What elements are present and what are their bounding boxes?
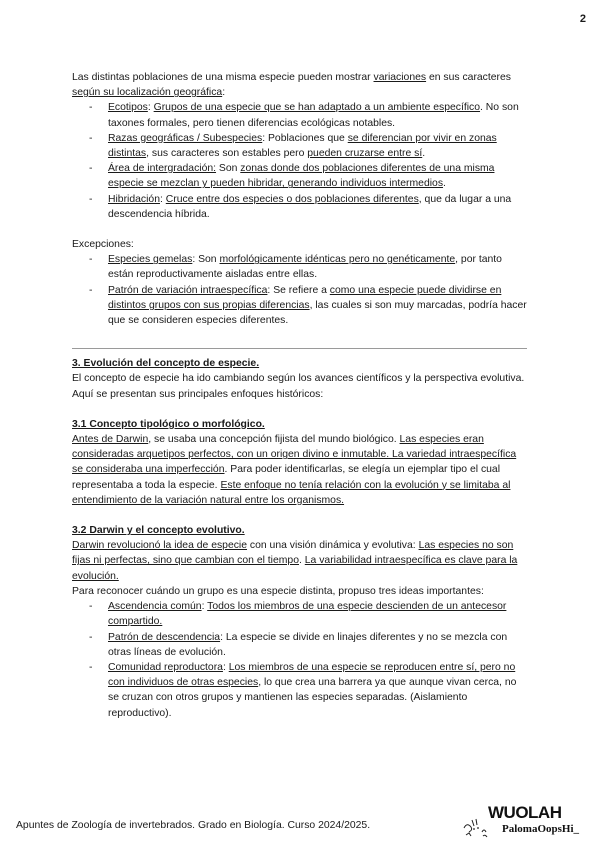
- page-number: 2: [579, 13, 586, 25]
- list-item: - Hibridación: Cruce entre dos especies o dos poblaciones diferentes, que da lugar a una descendencia híbrida.: [89, 192, 527, 222]
- section-3-heading: 3. Evolución del concepto de especie.: [72, 358, 260, 370]
- section-3-2-heading: 3.2 Darwin y el concepto evolutivo.: [72, 525, 245, 537]
- section-3-text: El concepto de especie ha ido cambiando según los avances científicos y la perspectiva evolutiva. Aquí se presentan sus principales enfoques históricos:: [72, 373, 525, 400]
- list-item: - Ecotipos: Grupos de una especie que se han adaptado a un ambiente específico. No son taxones formales, pero tienen diferencias ecológicas notables.: [89, 100, 527, 130]
- section-3-2-text-2: Para reconocer cuándo un grupo es una especie distinta, propuso tres ideas importantes:: [72, 585, 484, 597]
- section-3-2-text: Darwin revolucionó la idea de especie con una visión dinámica y evolutiva: Las especies no son fijas ni perfectas, sino que cambian con el tiempo. La variabilidad intraespecífica es clave para la evolución.: [72, 540, 518, 582]
- intro-paragraph: Las distintas poblaciones de una misma especie pueden mostrar variaciones en sus caracteres según su localización geográfica:: [72, 72, 511, 99]
- exceptions-list: [72, 252, 527, 328]
- list-item: - Patrón de descendencia: La especie se divide en linajes diferentes y no se mezcla con otras líneas de evolución.: [89, 630, 527, 660]
- variation-list: [72, 100, 527, 222]
- footer-text: Apuntes de Zoología de invertebrados. Grado en Biología. Curso 2024/2025.: [16, 820, 371, 831]
- darwin-ideas-list: [72, 599, 527, 721]
- list-item: - Ascendencia común: Todos los miembros de una especie descienden de un antecesor compartido.: [89, 599, 527, 629]
- section-3-1-heading: 3.1 Concepto tipológico o morfológico.: [72, 418, 265, 430]
- document-body: [72, 70, 527, 721]
- list-item: - Área de intergradación: Son zonas donde dos poblaciones diferentes de una misma especie se mezclan y pueden hibridar, generando individuos intermedios.: [89, 161, 527, 191]
- author-name: PalomaOopsHi_: [502, 823, 580, 835]
- wuolah-logo: WUOLAH: [488, 803, 562, 822]
- list-item: - Razas geográficas / Subespecies: Poblaciones que se diferencian por vivir en zonas distintas, sus caracteres son estables pero pueden cruzarse entre sí.: [89, 131, 527, 161]
- list-item: - Patrón de variación intraespecífica: Se refiere a como una especie puede dividirse en distintos grupos con sus propias diferencias, las cuales si son muy marcadas, podría hacer que se consideren especies diferentes.: [89, 283, 527, 329]
- exceptions-title: Excepciones:: [72, 239, 134, 251]
- list-item: - Comunidad reproductora: Los miembros de una especie se reproducen entre sí, pero no con individuos de otras especies, lo que crea una barrera ya que aunque vivan cerca, no se cruzan con otros grupos y mantienen las especies separadas. (Aislamiento reproductivo).: [89, 660, 527, 721]
- list-item: - Especies gemelas: Son morfológicamente idénticas pero no genéticamente, por tanto están reproductivamente aisladas entre ellas.: [89, 252, 527, 282]
- section-divider: [72, 348, 527, 349]
- section-3-1-text: Antes de Darwin, se usaba una concepción fijista del mundo biológico. Las especies eran consideradas arquetipos perfectos, con un origen divino e inmutable. La variedad intraespecífica se consideraba una imperfección. Para poder identificarlas, se elegía un ejemplar tipo el cual representaba a toda la especie. Este enfoque no tenía relación con la evolución y se limitaba al entendimiento de la variación natural entre los organismos.: [72, 434, 517, 506]
